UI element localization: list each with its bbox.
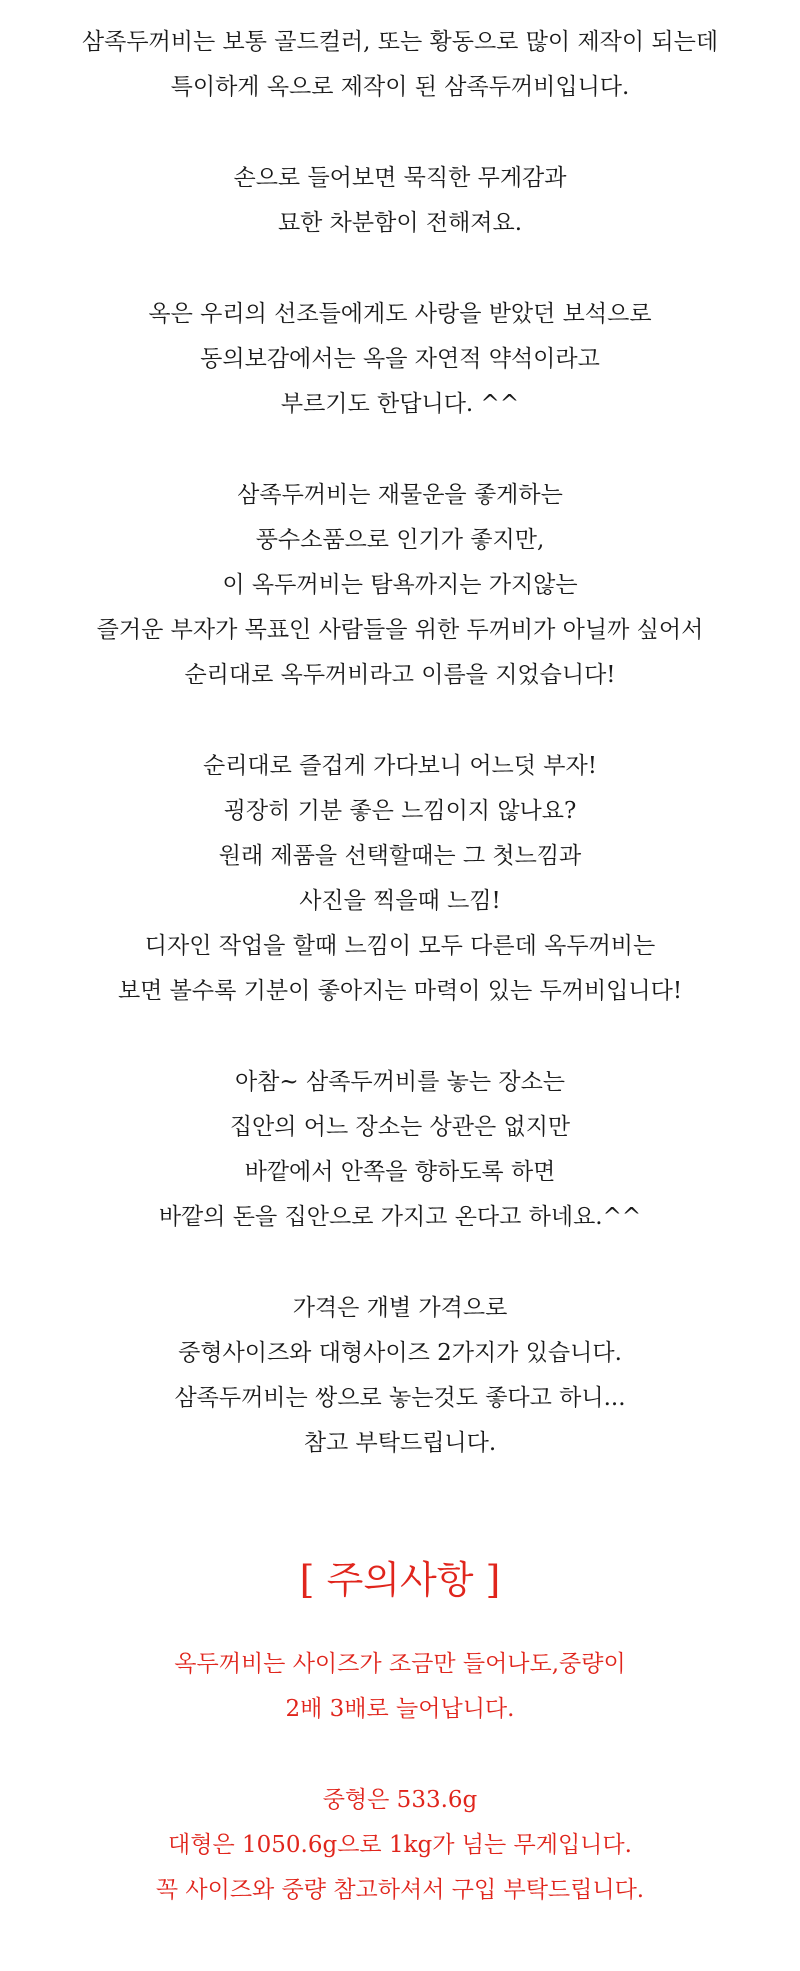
text-line: 묘한 차분함이 전해져요.	[277, 210, 523, 236]
text-line: 집안의 어느 장소는 상관은 없지만	[229, 1114, 571, 1140]
description-paragraph	[0, 156, 800, 246]
text-line: 특이하게 옥으로 제작이 된 삼족두꺼비입니다.	[170, 74, 630, 100]
text-line: 굉장히 기분 좋은 느낌이지 않나요?	[223, 798, 577, 824]
text-line: 즐거운 부자가 목표인 사람들을 위한 두꺼비가 아닐까 싶어서	[96, 617, 704, 643]
text-line: 사진을 찍을때 느낌!	[299, 888, 501, 914]
description-paragraph	[0, 20, 800, 110]
text-line: 순리대로 즐겁게 가다보니 어느덧 부자!	[203, 753, 597, 779]
notice-line: 2배 3배로 늘어납니다.	[285, 1696, 515, 1722]
text-line: 바깥에서 안쪽을 향하도록 하면	[244, 1159, 556, 1185]
text-line: 이 옥두꺼비는 탐욕까지는 가지않는	[222, 572, 578, 598]
text-line: 바깥의 돈을 집안으로 가지고 온다고 하네요.^^	[158, 1204, 642, 1230]
text-line: 부르기도 한답니다. ^^	[280, 391, 520, 417]
text-line: 순리대로 옥두꺼비라고 이름을 지었습니다!	[184, 662, 616, 688]
description-paragraph	[0, 473, 800, 698]
text-line: 동의보감에서는 옥을 자연적 약석이라고	[200, 346, 600, 372]
text-line: 옥은 우리의 선조들에게도 사랑을 받았던 보석으로	[148, 301, 652, 327]
description-paragraph	[0, 1060, 800, 1240]
notice-title: [ 주의사항 ]	[299, 1558, 501, 1602]
text-line: 중형사이즈와 대형사이즈 2가지가 있습니다.	[178, 1340, 622, 1366]
notice-line: 대형은 1050.6g으로 1kg가 넘는 무게입니다.	[168, 1832, 632, 1858]
text-line: 디자인 작업을 할때 느낌이 모두 다른데 옥두꺼비는	[144, 933, 656, 959]
notice-line: 중형은 533.6g	[322, 1787, 478, 1813]
text-line: 손으로 들어보면 묵직한 무게감과	[233, 165, 567, 191]
text-line: 가격은 개별 가격으로	[292, 1295, 508, 1321]
text-line: 아참~ 삼족두꺼비를 놓는 장소는	[234, 1069, 566, 1095]
notice-paragraph	[0, 1642, 800, 1732]
text-line: 삼족두꺼비는 쌍으로 놓는것도 좋다고 하니...	[174, 1385, 626, 1411]
text-line: 보면 볼수록 기분이 좋아지는 마력이 있는 두꺼비입니다!	[117, 978, 683, 1004]
description-paragraph	[0, 744, 800, 1014]
text-line: 참고 부탁드립니다.	[303, 1430, 497, 1456]
notice-line: 꼭 사이즈와 중량 참고하셔서 구입 부탁드립니다.	[155, 1877, 645, 1903]
text-line: 풍수소품으로 인기가 좋지만,	[255, 527, 545, 553]
text-line: 원래 제품을 선택할때는 그 첫느낌과	[218, 843, 582, 869]
description-paragraph	[0, 1286, 800, 1466]
notice-paragraph	[0, 1778, 800, 1913]
description-paragraph	[0, 292, 800, 427]
notice-line: 옥두꺼비는 사이즈가 조금만 들어나도,중량이	[174, 1651, 626, 1677]
text-line: 삼족두꺼비는 보통 골드컬러, 또는 황동으로 많이 제작이 되는데	[81, 29, 719, 55]
text-line: 삼족두꺼비는 재물운을 좋게하는	[237, 482, 563, 508]
